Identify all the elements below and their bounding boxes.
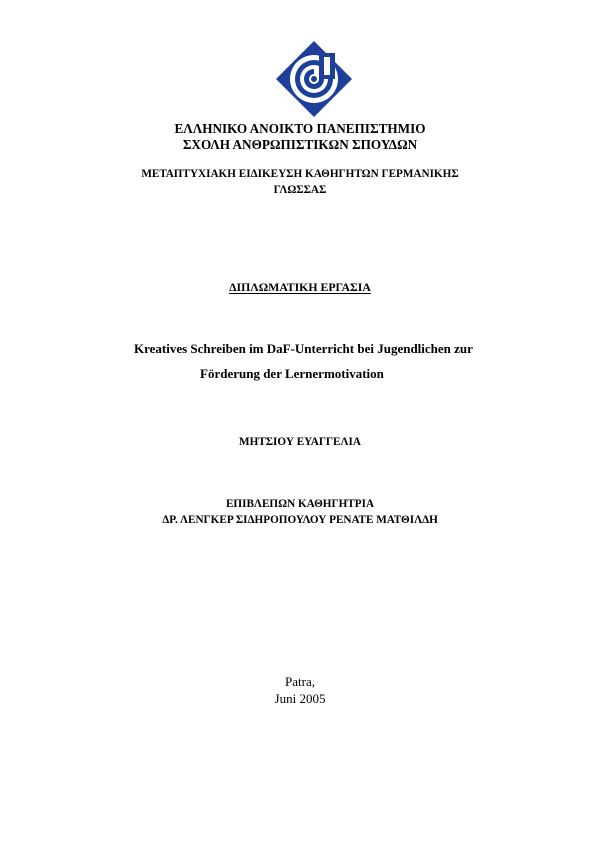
thesis-title-line-2: Förderung der Lernermotivation [200, 366, 384, 381]
university-name: ΕΛΛΗΝΙΚΟ ΑΝΟΙΚΤΟ ΠΑΝΕΠΙΣΤΗΜΙΟ [174, 121, 426, 136]
date: Juni 2005 [274, 691, 326, 706]
place-date-block [0, 673, 600, 707]
specialization-heading [0, 167, 600, 198]
university-heading [0, 121, 600, 152]
supervisor-name: ΔΡ. ΛΕΝΓΚΕΡ ΣΙΔΗΡΟΠΟΥΛΟΥ ΡΕΝΑΤΕ ΜΑΤΘΙΛΔΗ [162, 514, 438, 526]
university-seal-icon [275, 40, 353, 118]
thesis-type: ΔΙΠΛΩΜΑΤΙΚΗ ΕΡΓΑΣΙΑ [229, 280, 371, 294]
specialization-line-2: ΓΛΩΣΣΑΣ [273, 183, 327, 196]
specialization-line-1: ΜΕΤΑΠΤΥΧΙΑΚΗ ΕΙΔΙΚΕΥΣΗ ΚΑΘΗΓΗΤΩΝ ΓΕΡΜΑΝΙΚΗΣ [141, 168, 459, 180]
school-name: ΣΧΟΛΗ ΑΝΘΡΩΠΙΣΤΙΚΩΝ ΣΠΟΥΔΩΝ [182, 136, 418, 152]
supervisor-label: ΕΠΙΒΛΕΠΩΝ ΚΑΘΗΓΗΤΡΙΑ [225, 498, 375, 510]
supervisor-block [0, 496, 600, 528]
thesis-title-line-1: Kreatives Schreiben im DaF-Unterricht bei Jugendlichen zur [134, 341, 473, 356]
place: Patra, [285, 674, 315, 689]
author-name: ΜΗΤΣΙΟΥ ΕΥΑΓΓΕΛΙΑ [239, 436, 361, 448]
